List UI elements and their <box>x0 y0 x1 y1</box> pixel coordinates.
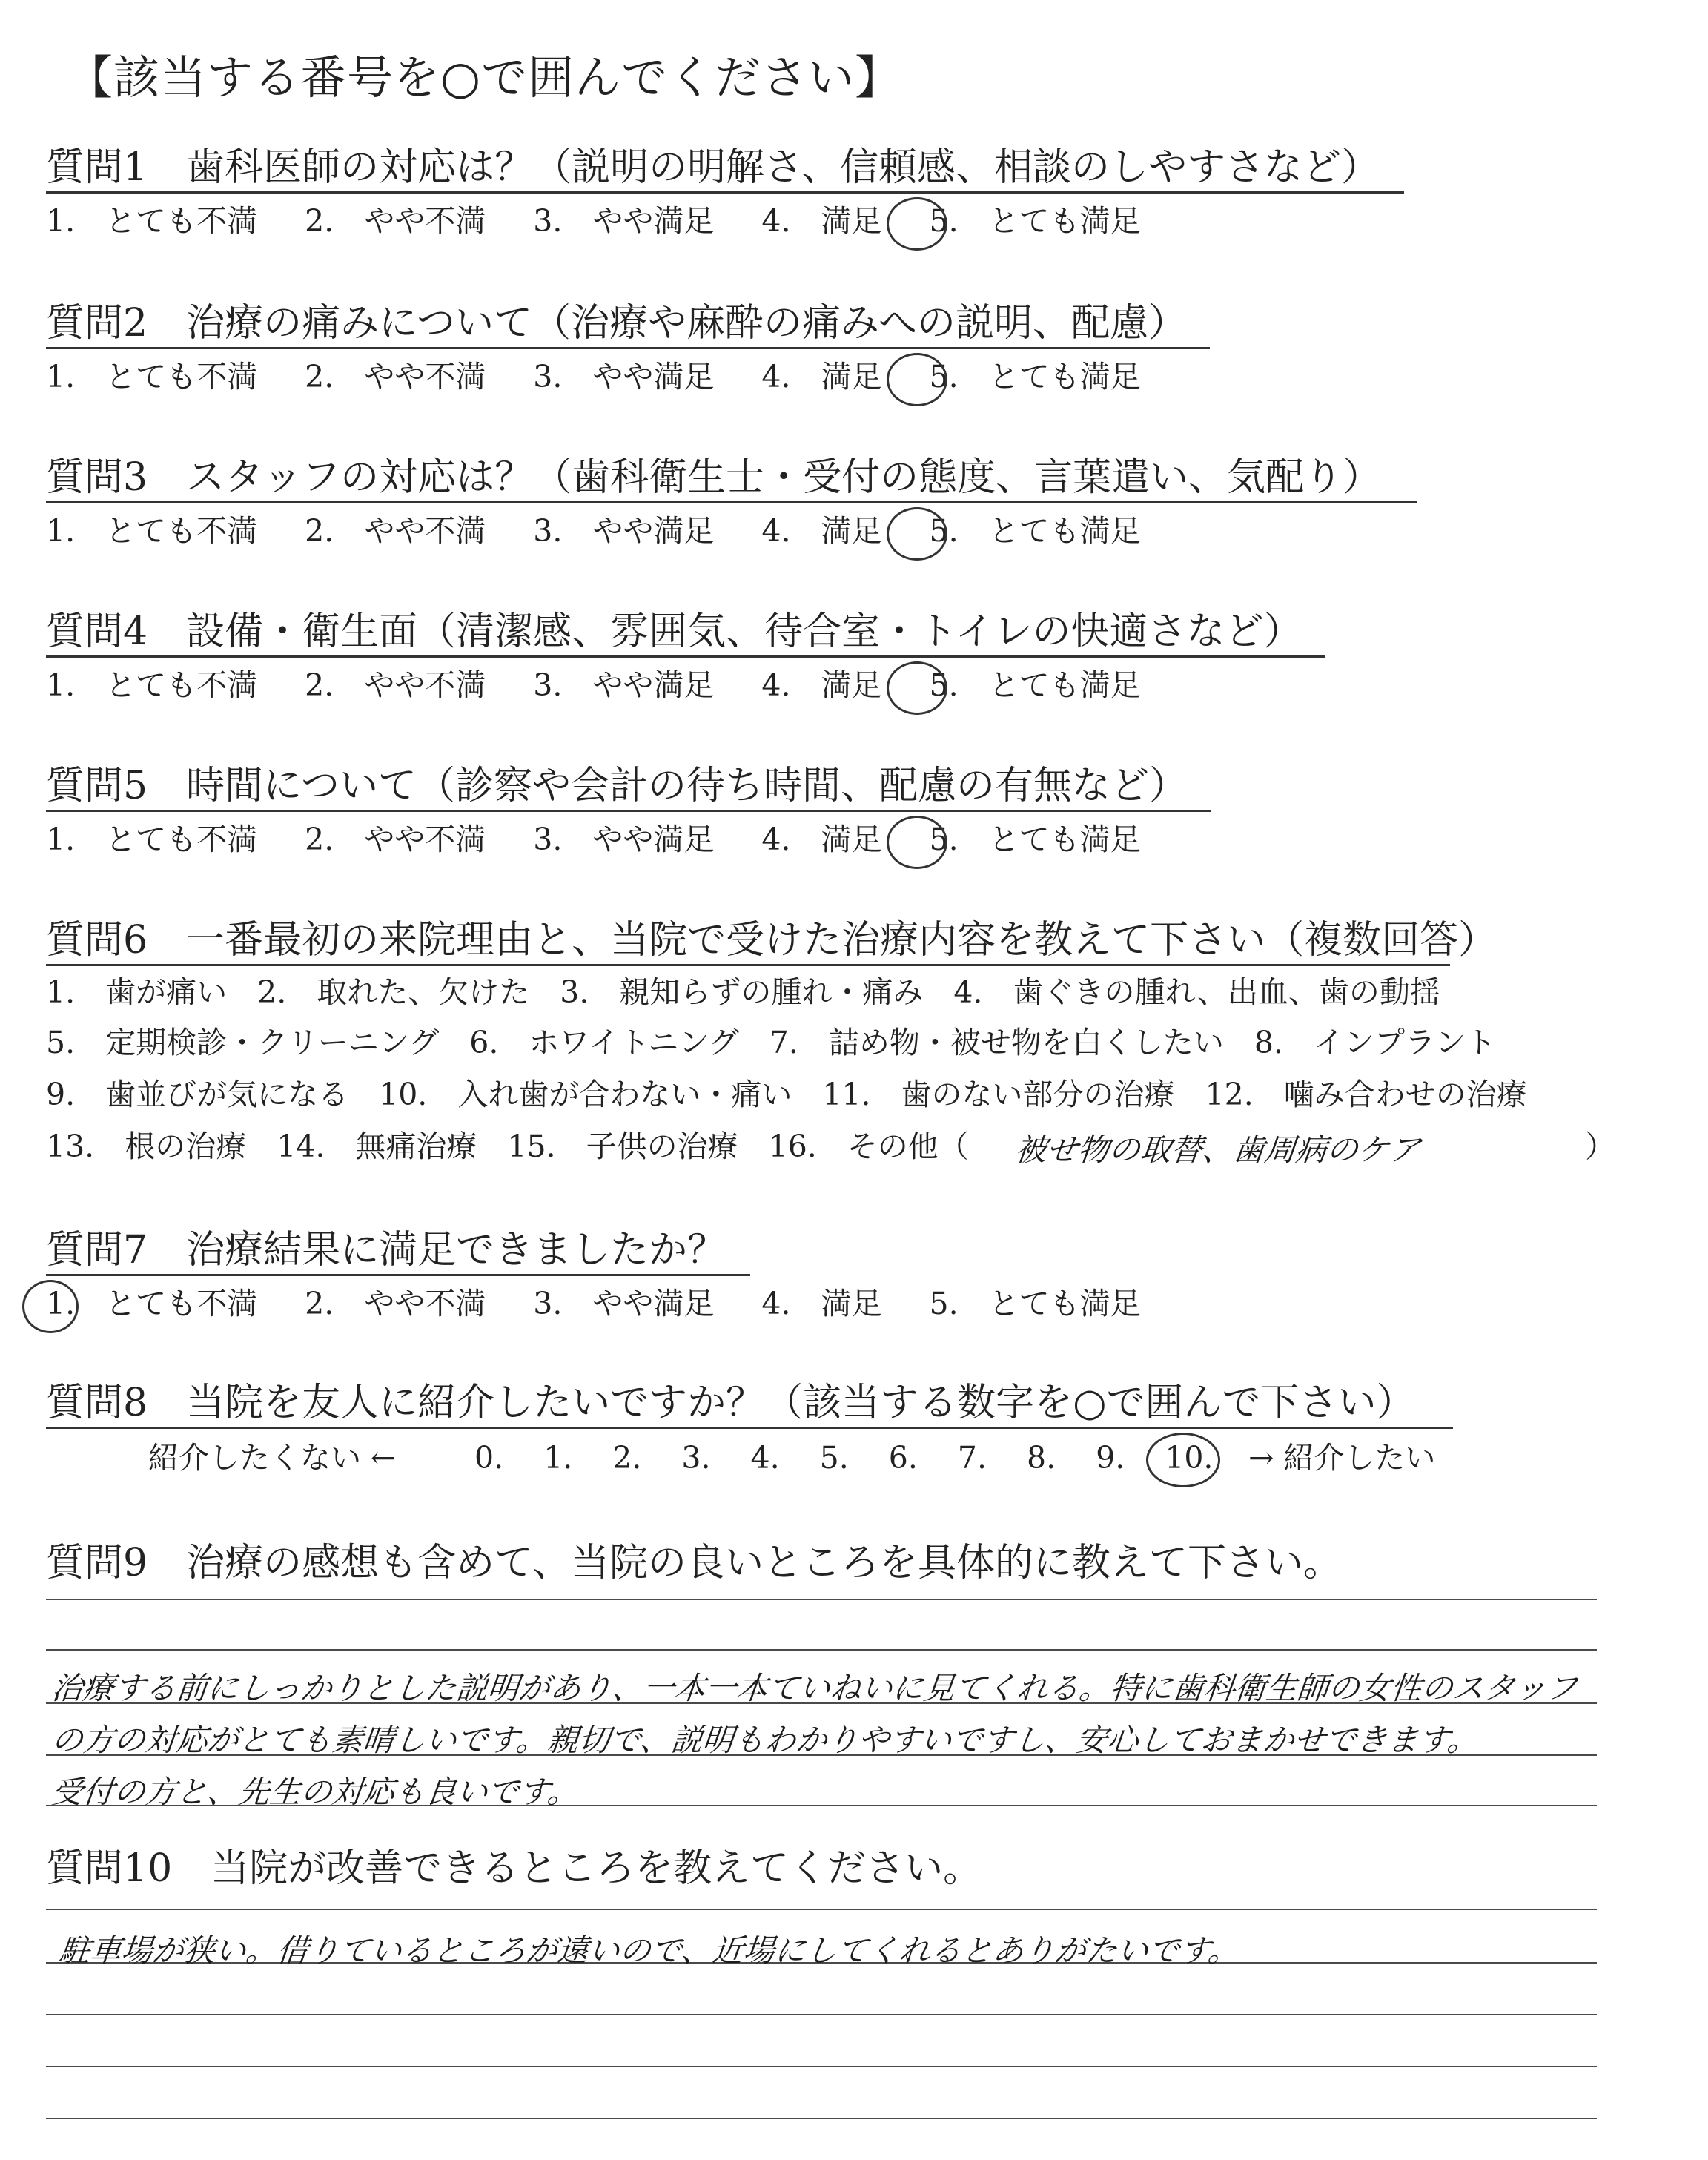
option-1[interactable]: 1. とても不満 <box>46 359 258 394</box>
question-8-underline <box>46 1427 1453 1429</box>
question-7-underline <box>46 1274 750 1276</box>
question-5-options <box>46 822 1141 857</box>
selected-circle-mark <box>887 816 947 869</box>
answer-rule <box>46 2066 1597 2067</box>
question-3-title: 質問3 スタッフの対応は？（歯科衛生士・受付の態度、言葉遣い、気配り） <box>46 455 1382 500</box>
question-6-row-4[interactable]: 13. 根の治療 14. 無痛治療 15. 子供の治療 16. その他（ <box>46 1129 969 1164</box>
question-1-options <box>46 203 1141 239</box>
question-9-answer-line-2: の方の対応がとても素晴しいです。親切で、説明もわかりやすいですし、安心しておまかせできます。 <box>50 1722 1480 1758</box>
question-3-underline <box>46 501 1417 503</box>
option-2[interactable]: 2. やや不満 <box>305 359 486 394</box>
question-8-left-label: 紹介したくない ← <box>148 1440 397 1476</box>
selected-circle-mark <box>887 353 947 406</box>
option-5[interactable]: 5. とても満足 <box>929 667 1141 703</box>
question-4-title: 質問4 設備・衛生面（清潔感、雰囲気、待合室・トイレの快適さなど） <box>46 610 1302 654</box>
question-2-title: 質問2 治療の痛みについて（治療や麻酔の痛みへの説明、配慮） <box>46 301 1188 346</box>
answer-rule <box>46 1649 1597 1651</box>
question-8-right-label: → 紹介したい <box>1248 1440 1436 1476</box>
question-8-scale <box>474 1440 1214 1476</box>
question-2-options <box>46 359 1141 394</box>
option-3[interactable]: 3. やや満足 <box>533 667 715 703</box>
option-3[interactable]: 3. やや満足 <box>533 203 715 239</box>
scale-4[interactable]: 4. <box>750 1440 780 1476</box>
option-2[interactable]: 2. やや不満 <box>305 203 486 239</box>
option-5[interactable]: 5. とても満足 <box>929 513 1141 549</box>
question-1-underline <box>46 191 1404 194</box>
option-2[interactable]: 2. やや不満 <box>305 513 486 549</box>
option-4[interactable]: 4. 満足 <box>761 359 882 394</box>
scale-7[interactable]: 7. <box>957 1440 987 1476</box>
scale-5[interactable]: 5. <box>819 1440 849 1476</box>
answer-rule <box>46 1599 1597 1600</box>
option-3[interactable]: 3. やや満足 <box>533 513 715 549</box>
question-6-underline <box>46 964 1450 966</box>
form-header: 【該当する番号を○で囲んでください】 <box>67 50 902 105</box>
scale-8[interactable]: 8. <box>1027 1440 1056 1476</box>
option-1[interactable]: 1. とても不満 <box>46 203 258 239</box>
question-7-title: 質問7 治療結果に満足できましたか？ <box>46 1228 726 1272</box>
question-5-underline <box>46 810 1211 812</box>
question-6-row-2[interactable]: 5. 定期検診・クリーニング 6. ホワイトニング 7. 詰め物・被せ物を白くしたい 8. インプラント <box>46 1025 1496 1060</box>
question-6-close-paren: ） <box>1585 1129 1615 1164</box>
option-4[interactable]: 4. 満足 <box>761 1286 882 1321</box>
question-10-answer-line-1: 駐車場が狭い。借りているところが遠いので、近場にしてくれるとありがたいです。 <box>57 1932 1242 1969</box>
option-2[interactable]: 2. やや不満 <box>305 1286 486 1321</box>
question-6-row-1[interactable]: 1. 歯が痛い 2. 取れた、欠けた 3. 親知らずの腫れ・痛み 4. 歯ぐきの腫れ、出血、歯の動揺 <box>46 974 1440 1010</box>
question-9-title: 質問9 治療の感想も含めて、当院の良いところを具体的に教えて下さい。 <box>46 1541 1343 1585</box>
option-5[interactable]: 5. とても満足 <box>929 203 1141 239</box>
option-5[interactable]: 5. とても満足 <box>929 359 1141 394</box>
scale-2[interactable]: 2. <box>612 1440 642 1476</box>
question-7-options <box>46 1286 1141 1321</box>
scale-10[interactable]: 10. <box>1165 1440 1214 1476</box>
question-6-title: 質問6 一番最初の来院理由と、当院で受けた治療内容を教えて下さい（複数回答） <box>46 918 1497 962</box>
option-1[interactable]: 1. とても不満 <box>46 513 258 549</box>
option-2[interactable]: 2. やや不満 <box>305 667 486 703</box>
option-5[interactable]: 5. とても満足 <box>929 1286 1141 1321</box>
option-2[interactable]: 2. やや不満 <box>305 822 486 857</box>
scale-0[interactable]: 0. <box>474 1440 504 1476</box>
question-2-underline <box>46 347 1210 349</box>
question-10-title: 質問10 当院が改善できるところを教えてください。 <box>46 1846 982 1891</box>
question-6-other-handwritten: 被せ物の取替、歯周病のケア <box>1013 1132 1423 1168</box>
option-3[interactable]: 3. やや満足 <box>533 822 715 857</box>
scale-3[interactable]: 3. <box>681 1440 711 1476</box>
option-1[interactable]: 1. とても不満 <box>46 822 258 857</box>
answer-rule <box>46 2118 1597 2119</box>
question-6-row-3[interactable]: 9. 歯並びが気になる 10. 入れ歯が合わない・痛い 11. 歯のない部分の治療 12. 噛み合わせの治療 <box>46 1077 1527 1112</box>
option-4[interactable]: 4. 満足 <box>761 513 882 549</box>
option-5[interactable]: 5. とても満足 <box>929 822 1141 857</box>
option-3[interactable]: 3. やや満足 <box>533 359 715 394</box>
question-5-title: 質問5 時間について（診察や会計の待ち時間、配慮の有無など） <box>46 764 1188 808</box>
question-1-title: 質問1 歯科医師の対応は？（説明の明解さ、信頼感、相談のしやすさなど） <box>46 145 1380 190</box>
question-9-answer-line-3: 受付の方と、先生の対応も良いです。 <box>50 1774 580 1810</box>
question-4-underline <box>46 655 1325 658</box>
question-4-options <box>46 667 1141 703</box>
answer-rule <box>46 1909 1597 1910</box>
selected-circle-mark <box>22 1280 79 1333</box>
question-9-answer-line-1: 治療する前にしっかりとした説明があり、一本一本ていねいに見てくれる。特に歯科衛生師の女性のスタッフ <box>50 1670 1580 1706</box>
option-3[interactable]: 3. やや満足 <box>533 1286 715 1321</box>
selected-circle-mark <box>1146 1433 1220 1487</box>
scale-1[interactable]: 1. <box>543 1440 573 1476</box>
option-1[interactable]: 1. とても不満 <box>46 1286 258 1321</box>
option-4[interactable]: 4. 満足 <box>761 203 882 239</box>
option-1[interactable]: 1. とても不満 <box>46 667 258 703</box>
option-4[interactable]: 4. 満足 <box>761 667 882 703</box>
option-4[interactable]: 4. 満足 <box>761 822 882 857</box>
scale-6[interactable]: 6. <box>888 1440 918 1476</box>
answer-rule <box>46 2014 1597 2015</box>
question-8-title: 質問8 当院を友人に紹介したいですか？（該当する数字を○で囲んで下さい） <box>46 1381 1415 1425</box>
selected-circle-mark <box>887 507 947 561</box>
scale-9[interactable]: 9. <box>1096 1440 1125 1476</box>
question-3-options <box>46 513 1141 549</box>
selected-circle-mark <box>887 197 947 251</box>
selected-circle-mark <box>887 661 947 715</box>
